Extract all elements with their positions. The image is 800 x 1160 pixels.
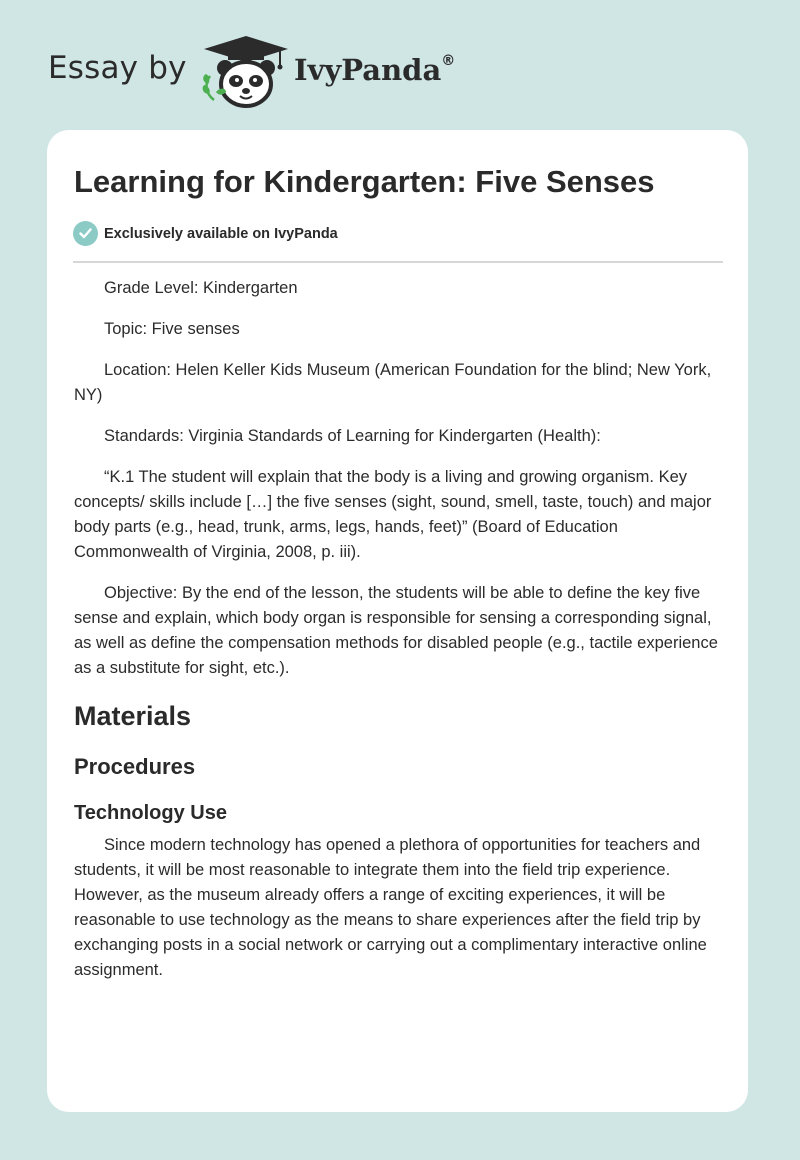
technology-paragraph: Since modern technology has opened a plethora of opportunities for teachers and students, it will be most reasonable to integrate them into the field trip experience. However, as the museum already offers a range of exciting experiences, it will be reasonable to use technology as the means to share experiences after the field trip by exchanging posts in a social network or carrying out a complimentary interactive online assignment. — [74, 836, 707, 979]
title-divider — [73, 261, 723, 263]
exclusive-badge-label: Exclusively available on IvyPanda — [104, 225, 338, 242]
exclusive-badge — [73, 221, 338, 246]
grade-level-paragraph: Grade Level: Kindergarten — [104, 279, 298, 297]
essay-body — [74, 276, 724, 999]
panda-graduate-icon[interactable] — [200, 34, 292, 110]
standards-quote-paragraph: “K.1 The student will explain that the body is a living and growing organism. Key concepts/ skills include […] the five senses (sight, sound, smell, taste, touch) and major body parts (e.g., head, trunk, arms, legs, hands, feet)” (Board of Education Commonwealth of Virginia, 2008, p. iii). — [74, 468, 712, 561]
standards-paragraph: Standards: Virginia Standards of Learning for Kindergarten (Health): — [104, 427, 601, 445]
procedures-heading: Procedures — [74, 754, 196, 779]
objective-paragraph: Objective: By the end of the lesson, the students will be able to define the key five sense and explain, which body organ is responsible for sensing a corresponding signal, as well as define the compensation methods for disabled people (e.g., tactile experience as a substitute for sight, etc.). — [74, 584, 718, 677]
site-header — [0, 0, 800, 130]
materials-heading: Materials — [74, 701, 192, 731]
brand-name[interactable]: IvyPanda® — [294, 53, 456, 87]
essay-by-label: Essay by — [48, 50, 187, 86]
page-title: Learning for Kindergarten: Five Senses — [74, 164, 655, 199]
check-circle-icon — [73, 221, 98, 246]
location-paragraph: Location: Helen Keller Kids Museum (American Foundation for the blind; New York, NY) — [74, 361, 712, 404]
essay-card — [47, 130, 748, 1112]
topic-paragraph: Topic: Five senses — [104, 320, 240, 338]
technology-use-heading: Technology Use — [74, 802, 227, 824]
registered-mark: ® — [441, 53, 456, 70]
